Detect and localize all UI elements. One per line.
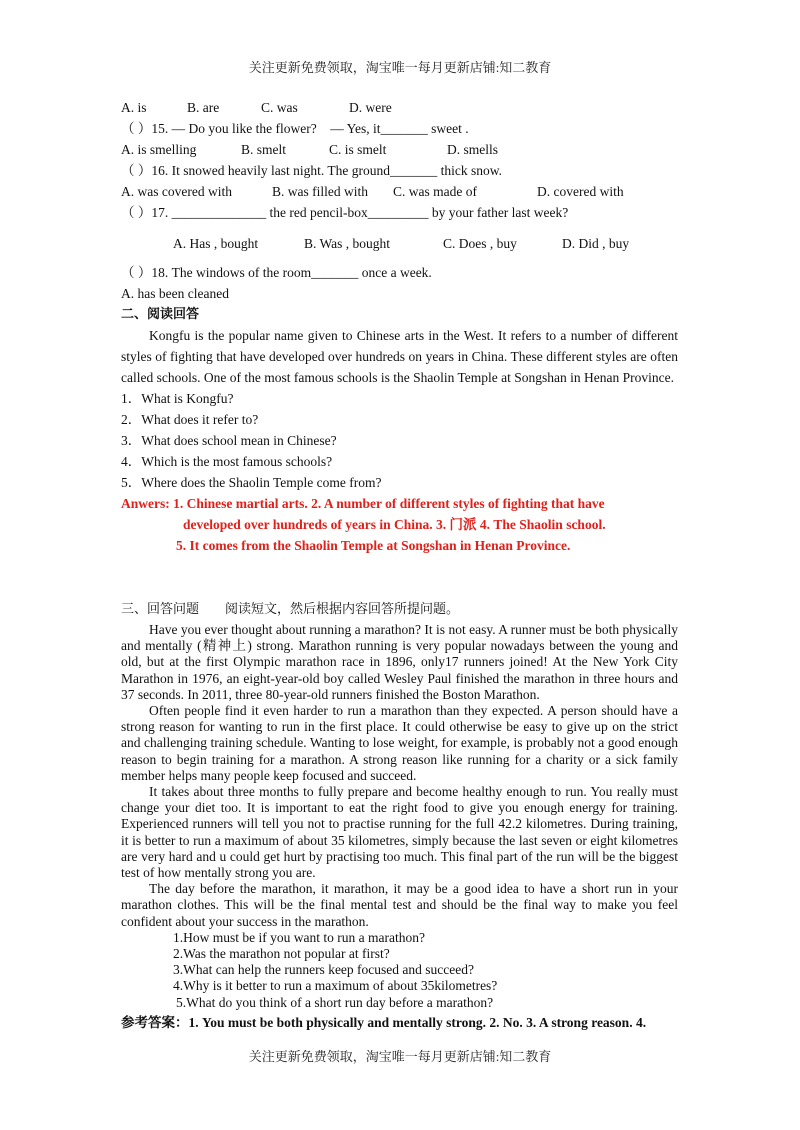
- section3-question-2: 2.Was the marathon not popular at first?: [173, 946, 390, 962]
- q14-option-c: C. was: [261, 100, 298, 115]
- q16-option-d: D. covered with: [537, 184, 624, 199]
- q16-option-a: A. was covered with: [121, 184, 232, 199]
- q17-option-b: B. Was , bought: [304, 236, 391, 251]
- section2-answers: [121, 493, 678, 556]
- q15-option-c: C. is smelt: [329, 142, 387, 157]
- section3: [121, 598, 678, 1032]
- section2-question-5: 5．Where does the Shaolin Temple come from?: [121, 475, 382, 490]
- q16-option-c: C. was made of: [393, 184, 477, 199]
- section3-reference-answers: [121, 1014, 678, 1032]
- exercise-content: [121, 97, 678, 556]
- q14-option-a: A. is: [121, 100, 147, 115]
- q14-option-d: D. were: [349, 100, 392, 115]
- section2-question-4: 4．Which is the most famous schools?: [121, 454, 333, 469]
- q15-option-a: A. is smelling: [121, 142, 197, 157]
- answers-line-2: developed over hundreds of years in China. 3. 门派 4. The Shaolin school.: [183, 517, 606, 532]
- section3-paragraph-2: Often people find it even harder to run a marathon than they expected. A person should have a strong reason for wanting to run in the first place. It could otherwise be easy to give up on the strict and challenging training schedule. Wanting to lose weight, for example, is probably not a good enough reason to begin training for a marathon. A strong reason like running for a charity or a sick family member helps many people keep focused and succeed.: [121, 703, 678, 783]
- q15-options: [121, 139, 678, 160]
- section2-question-2: 2．What does it refer to?: [121, 412, 259, 427]
- q17-options: [121, 229, 678, 259]
- answers-line-3: 5. It comes from the Shaolin Temple at Songshan in Henan Province.: [176, 538, 571, 553]
- section3-title: 三、回答问题 阅读短文，然后根据内容回答所提问题。: [121, 602, 460, 617]
- q17-stem: （ ）17. ______________ the red pencil-box_________ by your father last week?: [121, 205, 569, 220]
- q16-stem: （ ）16. It snowed heavily last night. The ground_______ thick snow.: [121, 163, 502, 178]
- q16-option-b: B. was filled with: [272, 184, 368, 199]
- section2-title: 二、阅读回答: [121, 307, 200, 322]
- q17-option-c: C. Does , buy: [443, 236, 517, 251]
- section3-paragraph-1: Have you ever thought about running a marathon? It is not easy. A runner must be both physically and mentally (精神上) strong. Marathon running is very popular nowadays between the young and old, but at the first Olympic marathon race in 1896, only17 runners joined! At the New York City Marathon in 1976, an eight-year-old boy called Wesley Paul finished the marathon in three hours and 37 seconds. In 2011, three 80-year-old runners finished the Boston Marathon.: [121, 622, 678, 702]
- q14-option-b: B. are: [187, 100, 220, 115]
- q17-option-a: A. Has , bought: [173, 236, 259, 251]
- page-footer: 关注更新免费领取，淘宝唯一每月更新店铺:知二教育: [248, 1049, 552, 1064]
- section3-question-1: 1.How must be if you want to run a marathon?: [173, 929, 425, 945]
- section3-paragraph-4: The day before the marathon, it marathon, it may be a good idea to have a short run in your marathon clothes. This will be the final mental test and should be the final way to make you feel confident about your success in the marathon.: [121, 881, 678, 929]
- page-header: 关注更新免费领取，淘宝唯一每月更新店铺:知二教育: [248, 60, 552, 75]
- section3-question-3: 3.What can help the runners keep focused and succeed?: [173, 962, 474, 978]
- section3-question-5: 5.What do you think of a short run day before a marathon?: [176, 994, 494, 1010]
- section2-question-1: 1．What is Kongfu?: [121, 391, 234, 406]
- reference-answers-label: 参考答案：: [121, 1014, 189, 1031]
- section2-passage: Kongfu is the popular name given to Chinese arts in the West. It refers to a number of different styles of fighting that have developed over hundreds on years in China. These different styles are often called schools. One of the most famous schools is the Shaolin Temple at Songshan in Henan Province.: [121, 328, 678, 385]
- q18-option-a: A. has been cleaned: [121, 286, 229, 301]
- section3-paragraph-3: It takes about three months to fully prepare and become healthy enough to run. You really must change your diet too. It is important to eat the right food to give you enough energy for training. Experienced runners will tell you not to practise running for the full 42.2 kilometres. During training, it is better to run a maximum of about 35 kilometres, simply because the last seven or eight kilometres are very hard and u could get hurt by practising too much. This final part of the run will be the biggest test of how mentally strong you are.: [121, 784, 678, 881]
- q16-options: [121, 181, 678, 202]
- section3-question-4: 4.Why is it better to run a maximum of about 35kilometres?: [173, 978, 498, 994]
- q14-options: [121, 97, 678, 118]
- reference-answers-text: 1. You must be both physically and mentally strong. 2. No. 3. A strong reason. 4.: [188, 1014, 647, 1030]
- section2-question-3: 3．What does school mean in Chinese?: [121, 433, 337, 448]
- answers-line-1: Anwers: 1. Chinese martial arts. 2. A number of different styles of fighting that have: [121, 496, 605, 511]
- q17-option-d: D. Did , buy: [562, 236, 630, 251]
- q15-option-d: D. smells: [447, 142, 499, 157]
- q15-option-b: B. smelt: [241, 142, 287, 157]
- q18-stem: （ ）18. The windows of the room_______ once a week.: [121, 265, 432, 280]
- q15-stem: （ ）15. — Do you like the flower? — Yes, it_______ sweet .: [121, 121, 469, 136]
